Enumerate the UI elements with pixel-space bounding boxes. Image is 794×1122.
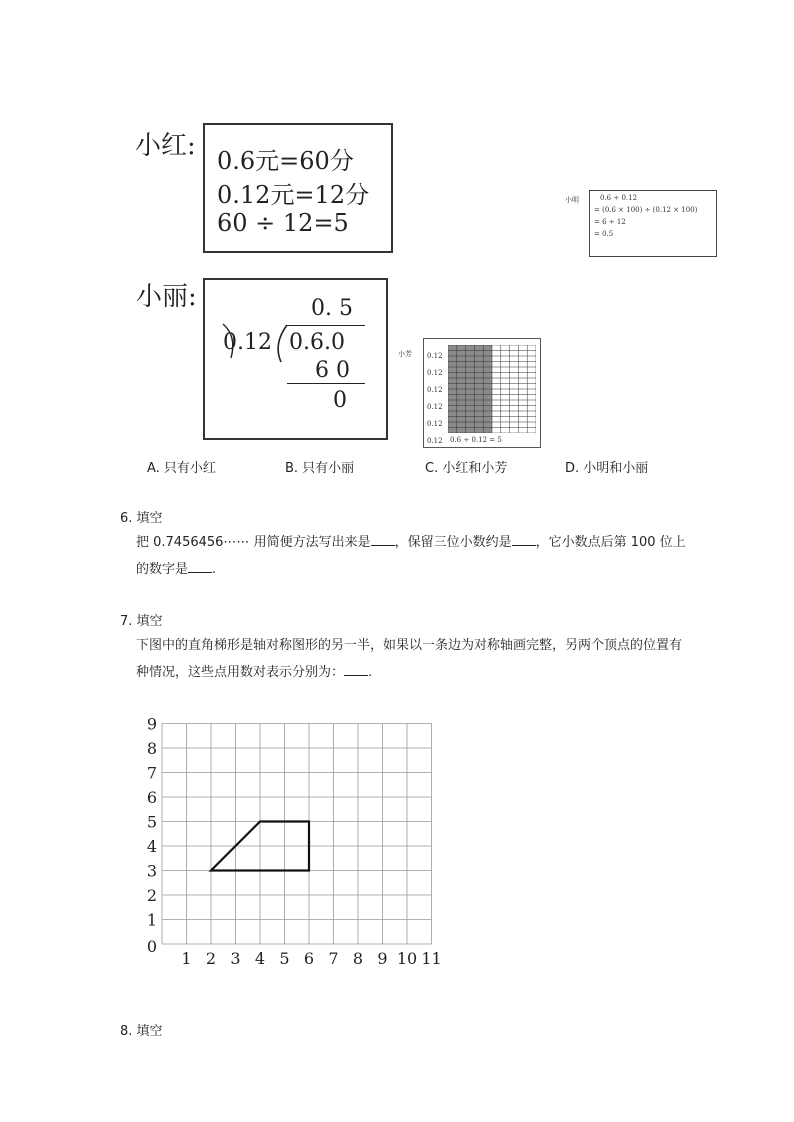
y-tick-label: 8 (146, 739, 158, 758)
q7-title: 7. 填空 (120, 614, 163, 629)
x-tick-label: 6 (303, 949, 315, 968)
xiaohong-box (203, 123, 393, 253)
subtraction-line (287, 383, 365, 384)
xiaoli-name: 小丽: (136, 282, 197, 312)
option-d[interactable]: D. 小明和小丽 (565, 461, 649, 476)
q6-text-b: ，保留三位小数约是 (394, 535, 512, 550)
x-tick-label: 5 (279, 949, 290, 968)
q7-text-a: 下图中的直角梯形是轴对称图形的另一半，如果以一条边为对称轴画完整，另两个顶点的位置有 (136, 638, 683, 653)
xiaoming-name: 小明 (565, 196, 579, 204)
x-tick-label: 4 (254, 949, 266, 968)
coordinate-grid-figure (140, 700, 450, 975)
xiaoli-dividend: 0.6.0 (289, 330, 345, 355)
q6-text-a: 把 0.7456456⋯⋯ 用简便方法写出来是 (136, 535, 371, 550)
xiaohong-line-3: 60 ÷ 12=5 (217, 209, 349, 237)
xiaofang-name: 小芳 (398, 350, 412, 358)
option-c[interactable]: C. 小红和小芳 (425, 461, 508, 476)
q6-title: 6. 填空 (120, 511, 163, 526)
y-tick-label: 7 (146, 763, 158, 783)
q6-blank-1[interactable] (371, 533, 395, 546)
q6-text-c: ，它小数点后第 100 位上 (535, 535, 686, 550)
xiaoming-line-1: 0.6 ÷ 0.12 (600, 194, 638, 202)
q6-blank-2[interactable] (512, 533, 536, 546)
xiaoli-quotient: 0. 5 (311, 296, 353, 321)
xiaofang-caption: 0.6 ÷ 0.12 = 5 (450, 436, 502, 444)
xiaofang-row-label-4: 0.12 (427, 403, 443, 411)
y-tick-label: 4 (146, 837, 158, 856)
q6-text-e: . (212, 562, 217, 577)
xiaohong-name: 小红: (135, 131, 196, 161)
division-bar (287, 325, 365, 326)
xiaohong-line-2: 0.12元=12分 (217, 181, 370, 209)
q7-blank[interactable] (344, 663, 368, 676)
xiaoming-line-2: = (0.6 × 100) ÷ (0.12 × 100) (594, 206, 698, 214)
xiaofang-row-label-2: 0.12 (427, 369, 443, 377)
q8-title: 8. 填空 (120, 1024, 163, 1039)
xiaoli-divisor: 0.12 (223, 330, 272, 355)
q6-text (136, 529, 726, 583)
option-a[interactable]: A. 只有小红 (147, 461, 216, 476)
xiaofang-row-label-5: 0.12 (427, 420, 443, 428)
x-tick-label: 1 (181, 949, 192, 968)
x-tick-label: 3 (230, 949, 241, 968)
xiaoming-line-4: = 0.5 (594, 230, 614, 238)
y-tick-label: 1 (146, 910, 158, 930)
xiaoming-box (589, 190, 717, 257)
y-tick-label: 2 (146, 886, 158, 905)
x-tick-label: 11 (421, 949, 442, 968)
xiaoming-line-3: = 6 ÷ 12 (594, 218, 626, 226)
x-tick-label: 7 (328, 949, 339, 968)
x-tick-label: 2 (205, 949, 217, 968)
y-tick-label: 5 (146, 812, 158, 832)
q7-text-b: 种情况，这些点用数对表示分别为： (136, 665, 345, 680)
x-tick-label: 0 (146, 937, 158, 956)
q7-text (136, 632, 726, 686)
x-tick-label: 10 (396, 949, 418, 968)
q6-text-d: 的数字是 (136, 562, 189, 577)
option-b[interactable]: B. 只有小丽 (285, 461, 355, 476)
xiaoli-partial: 6 0 (315, 358, 350, 383)
q6-blank-3[interactable] (188, 560, 212, 573)
xiaofang-row-label-6: 0.12 (427, 437, 443, 445)
y-tick-label: 3 (146, 861, 158, 881)
xiaofang-hundred-grid (448, 345, 536, 433)
x-tick-label: 8 (352, 949, 364, 968)
xiaoli-box (203, 278, 388, 440)
xiaohong-line-1: 0.6元=60分 (217, 147, 354, 175)
y-tick-label: 9 (146, 714, 158, 734)
q7-text-c: . (368, 665, 373, 680)
x-tick-label: 9 (377, 949, 388, 968)
y-tick-label: 6 (146, 788, 158, 807)
xiaofang-row-label-3: 0.12 (427, 386, 443, 394)
xiaofang-box (423, 338, 541, 448)
xiaofang-row-label-1: 0.12 (427, 352, 443, 360)
xiaoli-remainder: 0 (333, 388, 347, 413)
